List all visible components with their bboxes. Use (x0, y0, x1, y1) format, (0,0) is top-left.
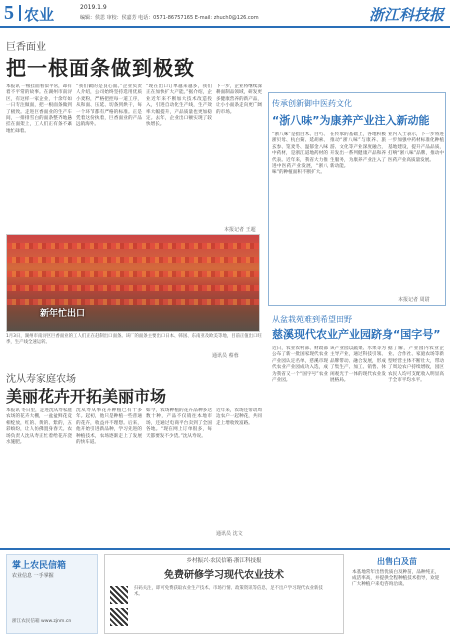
article1-column: “现在出口订单越来越多，我们正在加快扩大产能。”据介绍，企业近年来不断加大技术改造投入，引进自动化生产线，生产效率大幅提升，产品质量也更加稳定。去年，企业出口额实现了较快增长。 (146, 84, 212, 128)
article1-headline: 把一根面条做到极致 (6, 56, 195, 80)
article3-byline: 本报记者 周尉 (398, 297, 430, 303)
article1-column: 本报讯 一根挂面看似平常，却有着不平常的故事。在湖州市南浔区，有这样一家企业，十余年如一日专注做面，把一根面条做到了极致。走进巨香面业的生产车间，一排排雪白的面条整齐地悬挂在面架上，工人们正有条不紊地忙碌着。 (6, 84, 72, 134)
photo-credit: 通讯员 蔡蓉 (212, 353, 239, 359)
article3-kicker: 传承创新御中医药文化 (272, 99, 352, 108)
ad-training-headline: 免费研修学习现代农业技术 (164, 570, 284, 581)
article3-column: 业内人士表示，下一步将进一步加强中药材标准化种植基地建设，提升产品品质，打响“浙八味”品牌，推动中医药产业高质量发展。 (388, 132, 444, 163)
article2-kicker: 沈从寿家庭农场 (6, 374, 76, 385)
article2-column: 如今，农场种植的花卉品种多达数十种，产品不仅销往本地市场，还通过电商平台卖到了全国各地。“现在网上订单很多，每天都要发不少货。”沈从寿说。 (146, 408, 212, 439)
article3-headline: “浙八味”为康养产业注入新动能 (272, 114, 430, 127)
page-header (0, 0, 450, 28)
qr-code-icon (110, 608, 128, 626)
article2-column: 本报讯 冬日里，走进沈从寿家庭农场的花卉大棚，一盆盆鲜花竞相绽放，红的、黄的、紫的，五彩缤纷，让人仿佛置身春天。农场负责人沈从寿正忙着给花卉浇水施肥。 (6, 408, 72, 446)
article3-column: 在传承的基础上，各地积极推动“浙八味”与康养、旅游、文化等产业深度融合，开发出一系列健康产品和养生服务，为康养产业注入了新动能。 (330, 132, 386, 170)
ad-mailbox-subtitle: 农业信息 一手掌握 (12, 573, 54, 579)
ad-mailbox-url: 浙江农民信箱 www.zjnm.cn (12, 619, 72, 624)
ad-seedling-title: 出售白及苗 (377, 557, 417, 566)
section-title: 农业 (24, 6, 55, 24)
article4-column: 近日，农业农村部、财政部公布了新一批国家现代农业产业园认定名单，慈溪市现代农业产业园成功入选，成为我省又一个“国字号”农业产业园。 (272, 346, 328, 384)
photo-overlay-title: 新年忙出口 (40, 309, 86, 319)
article1-column: 下一步，企业将继续深耕面制品领域，研发更多健康营养的新产品，让小小面条走向更广阔的市场。 (216, 84, 262, 115)
header-divider (19, 5, 21, 21)
article4-column: 该产业园以蔬菜、水果等为主导产业，通过科技引领、品牌带动、融合发展，形成了集生产、加工、销售、休闲观光于一体的现代农业发展格局。 (330, 346, 386, 384)
article2-column: 沈从寿从事花卉种植已有十多年。起初，他只是种植一些普通的花卉，收益并不理想。后来，他开始引进新品种，学习先进的种植技术，农场逐渐走上了发展的快车道。 (76, 408, 142, 446)
photo-caption: 1月3日，湖州市南浔区巨香面业的工人们正在赶制出口面条。该厂的面条主要出口日本、韩国、东南亚及欧美等地，目前正值出口旺季，生产线全速运转。 (6, 334, 262, 345)
newspaper-logo: 浙江科技报 (368, 6, 444, 24)
article4-column: 据了解，产业园内农业企业、合作社、家庭农场等新型经营主体不断壮大，带动了周边农户持续增收，园区农民人均可支配收入明显高于全市平均水平。 (388, 346, 444, 384)
ad-training-title: 乡村振兴·农民信箱·浙江科技报 (186, 558, 262, 564)
qr-code-icon (110, 586, 128, 604)
article2-headline: 美丽花卉开拓美丽市场 (6, 387, 167, 406)
article1-column: “我们做的是良心面。”企业负责人介绍，公司始终坚持选用优质小麦粉，严格把控每一道工序，从和面、压延、切条到烘干，每一个环节都有严格的标准。正是凭着这份执着，巨香面业的产品远销海外。 (76, 84, 142, 128)
ad-training-text: 扫码关注，即可免费获取农业生产技术、市场行情、政策资讯等信息，足不出户学习现代农业新技术。 (134, 586, 323, 597)
ad-mailbox-title: 掌上农民信箱 (12, 561, 67, 571)
article4-headline: 慈溪现代农业产业园跻身“国字号” (272, 328, 441, 341)
ad-seedling-text: 本基地常年出售优质白及种苗，品种纯正，成活率高，并提供全程种植技术指导，欢迎广大种植户来电咨询洽谈。 (352, 570, 440, 588)
article3-column: “浙八味”是指白术、白芍、浙贝母、杭白菊、延胡索、玄参、笕麦冬、温郁金八味中药材，是浙江道地药材的代表。近年来，我省大力推进中医药产业发展，“浙八味”的种植面积不断扩大。 (272, 132, 328, 176)
page-number: 5 (4, 2, 14, 24)
article2-column: 近年来，农场还带动周边农户一起种花，共同走上增收致富路。 (216, 408, 262, 426)
article2-byline: 通讯员 沈文 (216, 531, 243, 537)
editor-line: 编辑：侯思 审校：侯嘉芳 电话：0571-86757165 E-mail: zhuch0@126.com (80, 15, 259, 21)
issue-date: 2019.1.9 (80, 4, 107, 11)
article4-kicker: 从盆栽苑难到希望田野 (272, 315, 352, 324)
article1-kicker: 巨香面业 (6, 42, 46, 53)
article1-byline: 本报记者 王超 (224, 227, 256, 233)
